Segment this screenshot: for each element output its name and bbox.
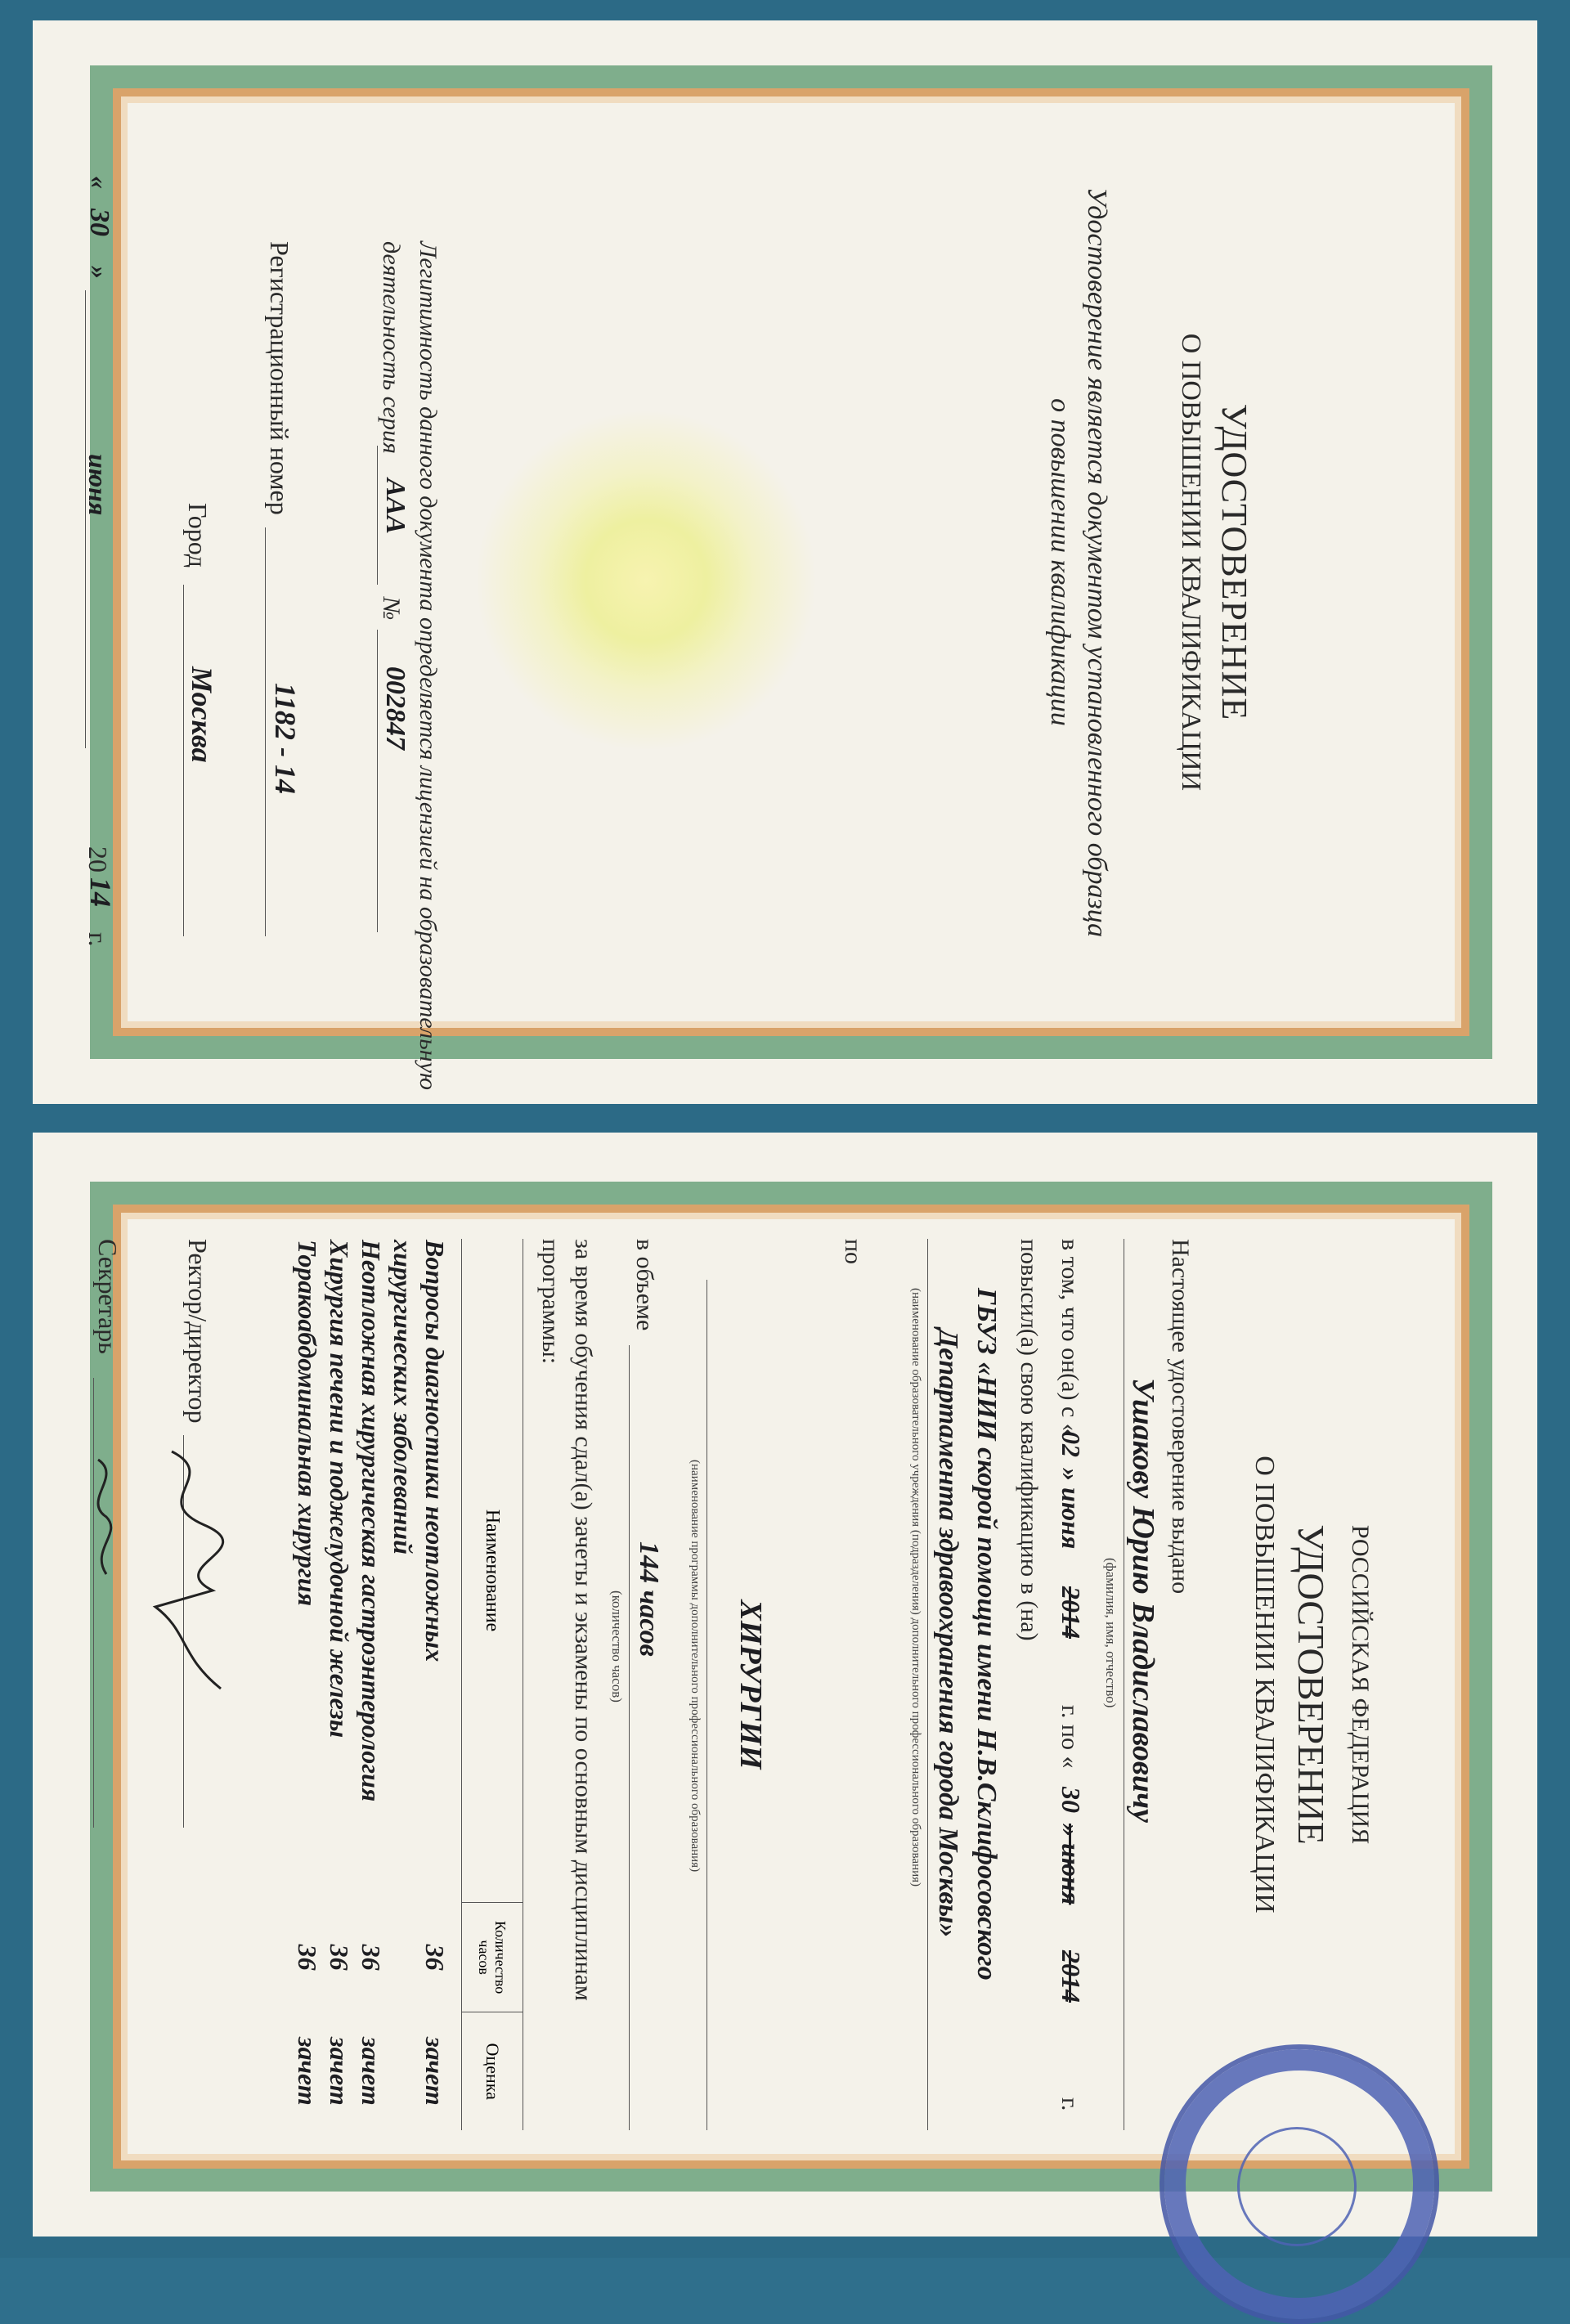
raised-label: повысил(а) свою квалификацию в (на): [1016, 1239, 1043, 1641]
right-title: УДОСТОВЕРЕНИЕ: [1290, 1524, 1332, 1845]
legitimacy-line2: деятельность серия: [378, 241, 405, 454]
table-row: [419, 1239, 462, 2130]
left-title: УДОСТОВЕРЕНИЕ: [1214, 403, 1254, 721]
discipline-name: Торакоабдоминальная хирургия: [293, 1240, 322, 1607]
left-page: [33, 20, 1537, 1104]
number-line: [377, 630, 378, 932]
header-hours: Количество часов: [462, 1902, 523, 2012]
discipline-hours: 36: [357, 1944, 386, 1971]
stamp-emblem: [1237, 2127, 1357, 2246]
issued-label: Настоящее удостоверение выдано: [1167, 1239, 1194, 1595]
period-to-year: 2014: [1056, 1950, 1086, 2003]
left-subtitle: О ПОВЫШЕНИИ КВАЛИФИКАЦИИ: [1176, 333, 1206, 792]
date-close-quote: »: [85, 266, 114, 279]
discipline-name: Неотложная хирургическая гастроэнтерология: [357, 1240, 386, 1802]
header-grade: Оценка: [462, 2012, 523, 2130]
month-line: [85, 290, 86, 748]
city-value: Москва: [186, 666, 218, 763]
number-sign: №: [378, 597, 405, 621]
period-prefix: в том, что он(а) с «: [1056, 1239, 1083, 1436]
legitimacy-line1: Легитимность данного документа определяется лицензией на образовательную: [415, 241, 442, 1091]
table-row: [387, 1239, 419, 2130]
left-description-line1: Удостоверение является документом установленного образца: [1082, 186, 1112, 938]
table-row: [323, 1239, 355, 2130]
period-mid: г. по «: [1056, 1705, 1083, 1769]
right-subtitle: О ПОВЫШЕНИИ КВАЛИФИКАЦИИ: [1249, 1456, 1280, 1913]
license-series: ААА: [380, 478, 410, 535]
period-to-month: » июня: [1056, 1824, 1086, 1905]
rector-signature: [123, 1443, 237, 1738]
institution-line2: Департамента здравоохранения города Москвы»: [933, 1329, 963, 1938]
recipient-name: Ушакову Юрию Владиславовичу: [1126, 1378, 1160, 1823]
period-end: г.: [1056, 2097, 1083, 2111]
total-hours: 144 часов: [634, 1541, 664, 1657]
discipline-hours: 36: [420, 1944, 450, 1971]
discipline-grade: [387, 2012, 419, 2130]
year-unit: г.: [83, 932, 113, 947]
institution-caption: (наименование образовательного учреждения (подразделения) дополнительного профессионального образования): [909, 1288, 922, 1887]
discipline-name: хирургических заболеваний: [388, 1240, 418, 1555]
table-row: [355, 1239, 387, 2130]
issue-month: июня: [83, 454, 113, 516]
volume-label: в объеме: [631, 1239, 658, 1331]
secretary-signature: [74, 1451, 131, 1615]
institution-line1: ГБУЗ «НИИ скорой помощи имени Н.В.Склифосовского: [971, 1288, 1002, 1981]
period-to-day: 30: [1056, 1787, 1086, 1813]
discipline-hours: 36: [325, 1944, 354, 1971]
city-line: [183, 585, 184, 936]
hours-caption: (количество часов): [609, 1590, 625, 1703]
rector-label: Ректор/директор: [183, 1239, 213, 1424]
disciplines-table: [291, 1239, 523, 2130]
discipline-hours: [387, 1902, 419, 2012]
year-suffix: 14: [84, 877, 117, 907]
year-prefix: 20: [83, 846, 113, 873]
po-label: по: [840, 1239, 867, 1265]
hours-line: [629, 1345, 630, 2130]
period-from-month: » июня: [1056, 1468, 1086, 1550]
guilloche-rosette: [474, 409, 818, 752]
discipline-name: Вопросы диагностики неотложных: [420, 1240, 450, 1662]
left-description-line2: о повышении квалификации: [1045, 398, 1075, 726]
discipline-grade: зачет: [293, 2037, 322, 2106]
series-line: [377, 446, 378, 585]
official-stamp: [1160, 2044, 1439, 2324]
city-label: Город: [183, 503, 213, 568]
period-from-day: 02: [1056, 1431, 1086, 1457]
program-line: [706, 1280, 707, 2130]
exams-line2: программы:: [537, 1239, 564, 1365]
program-caption: (наименование программы дополнительного профессионального образования): [689, 1460, 702, 1873]
discipline-hours: 36: [293, 1944, 322, 1971]
registration-label: Регистрационный номер: [265, 241, 294, 515]
program-name: ХИРУРГИИ: [733, 1599, 768, 1770]
registration-line: [265, 527, 266, 936]
license-number: 002847: [380, 666, 410, 750]
discipline-grade: зачет: [420, 2037, 450, 2106]
period-from-year: 2014: [1056, 1586, 1086, 1639]
country-heading: РОССИЙСКАЯ ФЕДЕРАЦИЯ: [1347, 1524, 1374, 1845]
header-name: Наименование: [482, 1509, 504, 1632]
registration-number: 1182 - 14: [269, 683, 302, 795]
table-row: [291, 1239, 323, 2130]
secretary-label: Секретарь: [93, 1239, 123, 1354]
discipline-grade: зачет: [325, 2037, 354, 2106]
discipline-grade: зачет: [357, 2037, 386, 2106]
institution-line: [927, 1239, 928, 2130]
date-open-quote: «: [85, 176, 114, 189]
recipient-caption: (фамилия, имя, отчество): [1103, 1558, 1119, 1708]
issue-day: 30: [84, 209, 114, 236]
discipline-name: Хирургия печени и поджелудочной железы: [325, 1240, 354, 1739]
table-header-row: [462, 1239, 523, 2130]
exams-line1: за время обучения сдал(а) зачеты и экзамены по основным дисциплинам: [570, 1239, 597, 2001]
